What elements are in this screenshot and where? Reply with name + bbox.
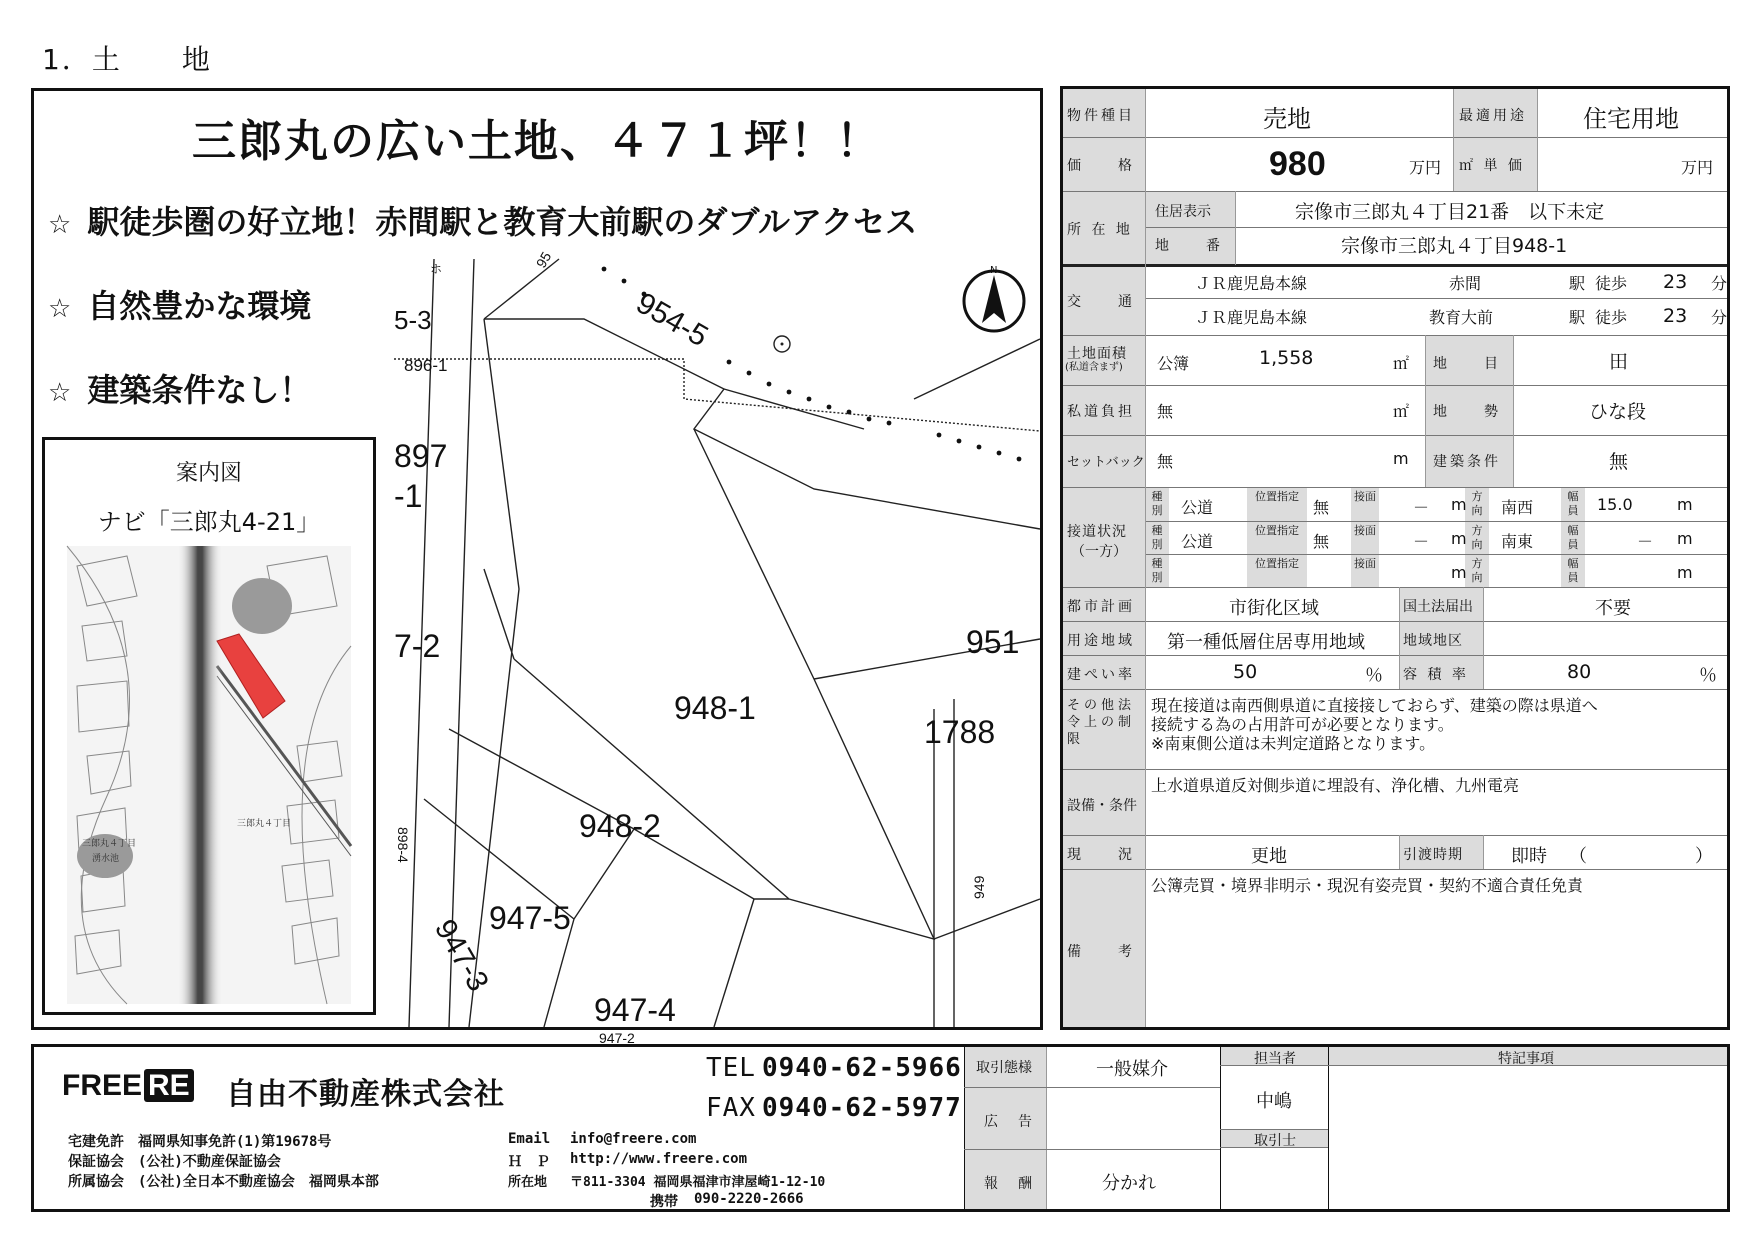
footer: [31, 1044, 1730, 1212]
road-direction: 南東: [1501, 532, 1534, 551]
traffic-station: 教育大前: [1429, 308, 1494, 327]
email-value[interactable]: info@freere.com: [570, 1131, 697, 1147]
label-status: 現 況: [1067, 847, 1135, 863]
fax-number: 0940-62-5977: [762, 1093, 962, 1123]
feature-text: 自然豊かな環境: [87, 287, 312, 325]
license-text: 宅建免許 福岡県知事免許(1)第19678号: [68, 1134, 332, 1150]
far-value: 80: [1567, 661, 1592, 683]
label-ad: 広 告: [984, 1114, 1035, 1130]
label-bcr: 建ぺい率: [1067, 667, 1135, 683]
label-setback: セットバック: [1067, 455, 1145, 470]
lot-label: 949: [971, 875, 987, 899]
label-road-direction: 方向: [1471, 490, 1483, 517]
land-area-unit: ㎡: [1393, 354, 1410, 373]
feature-item: [48, 281, 311, 327]
other-restriction-line: ※南東側公道は未判定道路となります。: [1151, 734, 1436, 753]
guide-navi-text: ナビ「三郎丸4-21」: [97, 508, 321, 536]
road-width-unit: m: [1677, 495, 1693, 514]
address-value: 宗像市三郎丸４丁目21番 以下未定: [1295, 201, 1605, 223]
road-front: －: [1413, 498, 1430, 517]
guide-map-title: 案内図: [175, 461, 242, 486]
other-restriction-line: 現在接道は南西側県道に直接接しておらず、建築の際は県道へ: [1151, 696, 1598, 715]
terrain-value: ひな段: [1589, 401, 1647, 423]
star-icon: ☆: [48, 294, 72, 324]
label-road-access: 接道状況: [1067, 524, 1127, 540]
road-width-unit: m: [1677, 529, 1693, 548]
bcr-value: 50: [1233, 661, 1258, 683]
label-road-position: 位置指定: [1255, 524, 1299, 537]
land-area-value: 1,558: [1259, 347, 1314, 369]
traffic-eki: 駅: [1569, 308, 1586, 327]
best-use-value: 住宅用地: [1583, 105, 1679, 133]
traffic-min-unit: 分: [1711, 308, 1728, 327]
label-kokudo: 国土法届出: [1403, 599, 1473, 615]
bcr-unit: ％: [1365, 665, 1383, 686]
person-value: 中嶋: [1256, 1091, 1292, 1112]
guarantee-text: 保証協会 (公社)不動産保証協会: [68, 1154, 281, 1170]
address-label: 所在地: [508, 1175, 548, 1190]
lot-label: 1788: [924, 714, 996, 750]
lot-label: 947-3: [427, 914, 495, 997]
promo-headline: 三郎丸の広い土地、４７１坪！！: [192, 116, 882, 167]
label-road-width: 幅員: [1567, 557, 1579, 584]
hp-link[interactable]: http://www.freere.com: [570, 1151, 748, 1167]
company-logo: [62, 1069, 194, 1103]
map-label: 湧水池: [92, 854, 120, 864]
road-width: 15.0: [1597, 495, 1633, 514]
spec-table: [1060, 86, 1730, 1030]
road-front-unit: m: [1451, 563, 1467, 582]
label-land-category: 地 目: [1433, 356, 1501, 372]
setback-unit: m: [1393, 449, 1409, 468]
label-road-kind: 種別: [1151, 490, 1163, 517]
mobile-value: 090-2220-2666: [694, 1191, 804, 1207]
kokudo-value: 不要: [1595, 598, 1631, 619]
label-road-front: 接面: [1354, 490, 1376, 503]
road-front-unit: m: [1451, 529, 1467, 548]
label-district: 地域地区: [1403, 633, 1463, 649]
remarks-value: 公簿売買・境界非明示・現況有姿売買・契約不適合責任免責: [1151, 876, 1584, 895]
label-private-road: 私道負担: [1067, 404, 1135, 420]
logo-re-text: RE: [144, 1069, 194, 1102]
north-compass-icon: [964, 265, 1024, 331]
handover-paren: （ ）: [1569, 846, 1713, 867]
label-road-position: 位置指定: [1255, 490, 1299, 503]
tel-number: 0940-62-5966: [762, 1053, 962, 1083]
deal-type-value: 一般媒介: [1096, 1059, 1168, 1080]
lot-label: 95: [532, 249, 555, 271]
price-value: 980: [1269, 145, 1326, 183]
lot-label: -1: [394, 478, 423, 514]
road-front: －: [1413, 532, 1430, 551]
feature-item: [48, 365, 311, 411]
far-unit: ％: [1699, 665, 1717, 686]
road-front-unit: m: [1451, 495, 1467, 514]
lot-label: 947-4: [594, 992, 676, 1028]
label-person: 担当者: [1254, 1051, 1296, 1067]
traffic-line: ＪＲ鹿児島本線: [1195, 274, 1308, 293]
label-road-width: 幅員: [1567, 524, 1579, 551]
address-value: 〒811-3304 福岡県福津市津屋崎1-12-10: [570, 1175, 826, 1190]
label-price: 価 格: [1067, 158, 1135, 174]
label-road-front: 接面: [1354, 524, 1376, 537]
feature-text: 建築条件なし！: [87, 371, 312, 409]
lot-label: 898-4: [395, 827, 411, 863]
railway-line: [177, 546, 223, 1004]
traffic-minutes: 23: [1663, 271, 1688, 293]
road-width-unit: m: [1677, 563, 1693, 582]
label-lot-number: 地 番: [1155, 238, 1223, 254]
traffic-walk: 徒歩: [1595, 308, 1628, 327]
property-type-value: 売地: [1263, 105, 1311, 133]
lot-label: 7-2: [394, 628, 441, 664]
map-label: 三郎丸４丁目: [237, 819, 292, 829]
traffic-minutes: 23: [1663, 305, 1688, 327]
lot-label: 948-1: [674, 690, 756, 726]
price-unit: 万円: [1409, 158, 1442, 177]
lot-label: 951: [966, 624, 1020, 660]
pond-shape: [232, 578, 292, 634]
road-kind: 公道: [1181, 498, 1214, 517]
label-location: 所 在 地: [1067, 222, 1133, 238]
setback-value: 無: [1157, 452, 1174, 471]
label-land-area: 土地面積: [1067, 346, 1127, 362]
lot-label: 896-1: [404, 356, 448, 375]
road-width: －: [1637, 532, 1654, 551]
guide-map-image: [67, 546, 351, 1004]
road-position: 無: [1313, 532, 1330, 551]
label-best-use: 最適用途: [1459, 108, 1527, 124]
svg-text:N: N: [990, 265, 998, 276]
lot-label: ホ: [430, 262, 443, 276]
traffic-min-unit: 分: [1711, 274, 1728, 293]
lot-label: 947-5: [489, 900, 571, 936]
label-address: 住居表示: [1155, 204, 1211, 220]
other-restriction-line: 接続する為の占用許可が必要となります。: [1151, 715, 1454, 734]
label-fee: 報 酬: [984, 1176, 1035, 1192]
label-traffic: 交 通: [1067, 294, 1135, 310]
association-text: 所属協会 (公社)全日本不動産協会 福岡県本部: [68, 1174, 379, 1190]
plot-map: [394, 249, 1040, 1046]
guide-map-box: [42, 437, 376, 1015]
fax-label: FAX: [706, 1093, 756, 1123]
traffic-eki: 駅: [1569, 274, 1586, 293]
lot-label: 897: [394, 438, 448, 474]
fee-value: 分かれ: [1102, 1173, 1156, 1194]
lot-label: 947-2: [599, 1030, 635, 1046]
road-kind: 公道: [1181, 532, 1214, 551]
star-icon: ☆: [48, 210, 72, 240]
email-label: Email: [508, 1131, 551, 1147]
tel-label: TEL: [706, 1053, 756, 1083]
handover-value: 即時: [1511, 846, 1547, 867]
label-broker: 取引士: [1254, 1133, 1296, 1149]
private-road-unit: ㎡: [1393, 402, 1410, 421]
label-road-front: 接面: [1354, 557, 1376, 570]
label-build-condition: 建築条件: [1433, 454, 1501, 470]
map-label: 三郎丸４丁目: [82, 839, 137, 849]
traffic-walk: 徒歩: [1595, 274, 1628, 293]
label-road-position: 位置指定: [1255, 557, 1299, 570]
label-city-plan: 都市計画: [1067, 599, 1135, 615]
label-road-direction: 方向: [1471, 524, 1483, 551]
traffic-line: ＪＲ鹿児島本線: [1195, 308, 1308, 327]
star-icon: ☆: [48, 378, 72, 408]
label-road-access-sub: （一方）: [1071, 544, 1127, 560]
land-area-kind: 公簿: [1157, 354, 1190, 373]
label-deal-type: 取引態様: [976, 1060, 1032, 1076]
label-zone: 用途地域: [1067, 633, 1135, 649]
label-handover: 引渡時期: [1403, 847, 1463, 863]
feature-text: 駅徒歩圏の好立地！赤間駅と教育大前駅のダブルアクセス: [87, 203, 918, 241]
company-name: 自由不動産株式会社: [226, 1077, 505, 1112]
lot-label: 5-3: [394, 305, 432, 335]
unit-price-unit: 万円: [1681, 158, 1714, 177]
road-direction: 南西: [1501, 498, 1534, 517]
facilities-value: 上水道県道反対側歩道に埋設有、浄化槽、九州電亮: [1151, 776, 1520, 795]
mobile-label: 携帯: [650, 1194, 678, 1210]
land-area-note: (私道含まず): [1065, 362, 1123, 373]
label-property-type: 物件種目: [1067, 108, 1135, 124]
lot-label: 948-2: [579, 808, 661, 844]
land-category-value: 田: [1609, 351, 1629, 373]
label-road-direction: 方向: [1471, 557, 1483, 584]
lot-number-value: 宗像市三郎丸４丁目948-1: [1341, 235, 1568, 257]
label-special-notes: 特記事項: [1498, 1051, 1554, 1067]
label-facilities: 設備・条件: [1067, 798, 1137, 814]
label-road-kind: 種別: [1151, 557, 1163, 584]
label-remarks: 備 考: [1067, 944, 1135, 960]
build-condition-value: 無: [1609, 451, 1629, 473]
logo-free-text: FREE: [62, 1069, 143, 1102]
label-road-kind: 種別: [1151, 524, 1163, 551]
hp-label: Ｈ Ｐ: [508, 1154, 550, 1170]
zone-value: 第一種低層住居専用地域: [1167, 632, 1365, 653]
lot-label: 954-5: [630, 286, 714, 354]
label-terrain: 地 勢: [1433, 404, 1501, 420]
feature-item: [48, 197, 917, 243]
label-unit-price: ㎡ 単 価: [1459, 158, 1525, 174]
road-position: 無: [1313, 498, 1330, 517]
private-road-value: 無: [1157, 402, 1174, 421]
traffic-station: 赤間: [1449, 274, 1482, 293]
section-heading: 1．土 地: [42, 43, 212, 76]
label-far: 容 積 率: [1403, 667, 1469, 683]
label-other-restrictions: その他法令上の制限: [1067, 698, 1136, 747]
status-value: 更地: [1251, 846, 1287, 867]
city-plan-value: 市街化区域: [1229, 598, 1319, 619]
promo-panel: [31, 88, 1043, 1046]
label-road-width: 幅員: [1567, 490, 1579, 517]
